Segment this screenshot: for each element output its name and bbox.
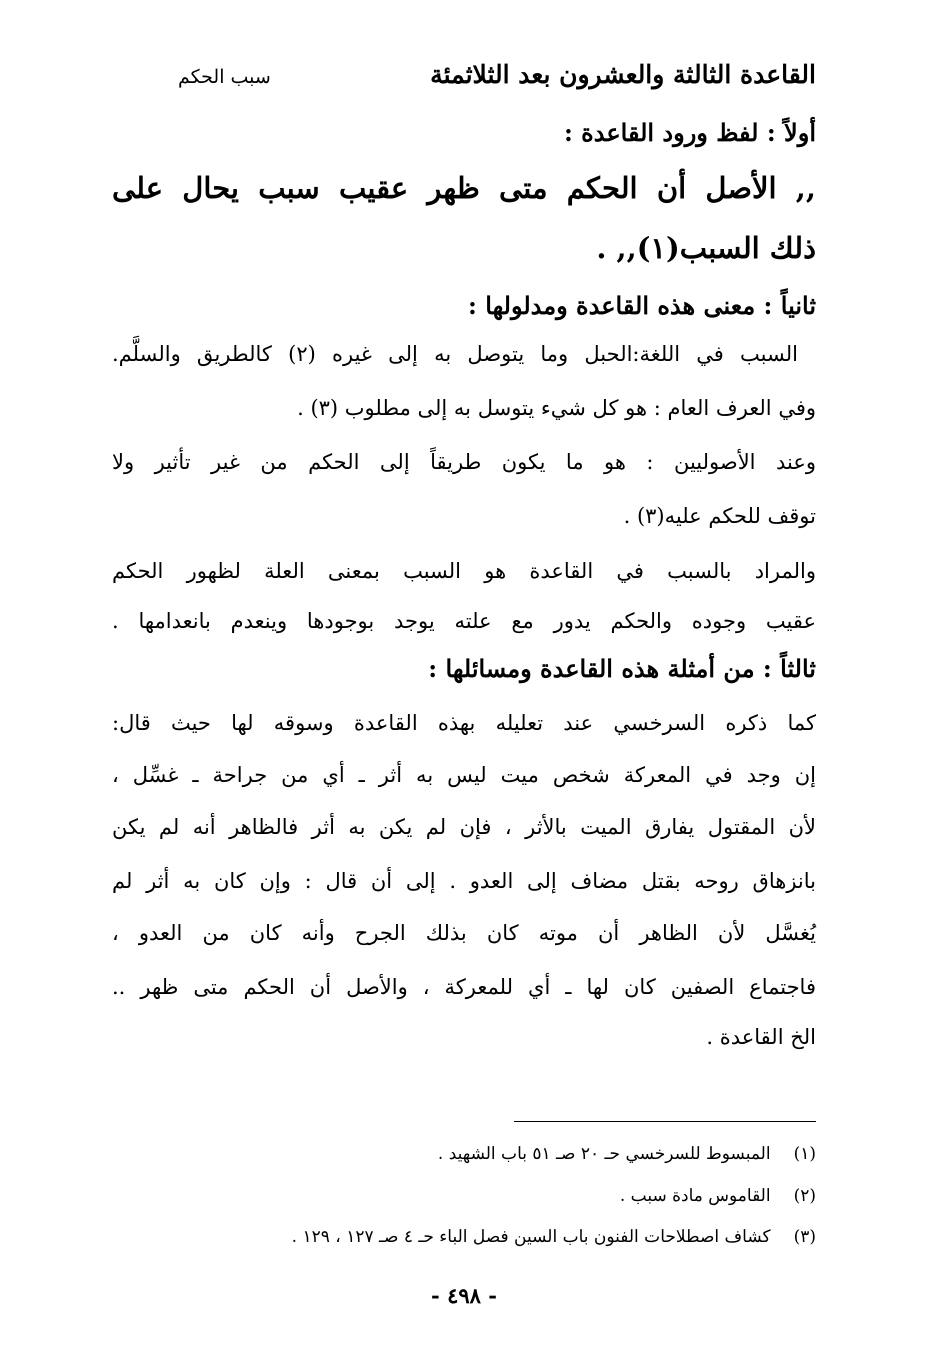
- footnote-number: (١): [793, 1144, 816, 1164]
- body-line: وعند الأصوليين : هو ما يكون طريقاً إلى الحكم من غير تأثير ولا: [112, 450, 816, 474]
- body-line: توقف للحكم عليه(٣) .: [623, 504, 816, 528]
- footnote-number: (٢): [793, 1186, 816, 1206]
- footnote-text: المبسوط للسرخسي حـ ٢٠ صـ ٥١ باب الشهيد .: [437, 1144, 771, 1164]
- footnote-number: (٣): [793, 1227, 816, 1247]
- footnote-separator: [514, 1121, 816, 1122]
- body-line: وفي العرف العام : هو كل شيء يتوسل به إلى مطلوب (٣) .: [297, 396, 816, 420]
- body-line: عقيب وجوده والحكم يدور مع علته يوجد بوجودها وينعدم بانعدامها .: [112, 609, 816, 633]
- footnote-2: [620, 1183, 816, 1209]
- rule-topic: سبب الحكم: [178, 66, 271, 88]
- footnote-text: القاموس مادة سبب .: [619, 1186, 771, 1206]
- section-heading-examples: ثالثاً : من أمثلة هذه القاعدة ومسائلها :: [428, 654, 816, 683]
- body-line: السبب في اللغة:الحبل وما يتوصل به إلى غيره (٢) كالطريق والسلَّم.: [112, 342, 798, 366]
- footnote-1: [438, 1141, 816, 1167]
- page-number: - ٤٩٨ -: [431, 1283, 497, 1308]
- body-line: إن وجد في المعركة شخص ميت ليس به أثر ـ أي من جراحة ـ غسِّل ،: [112, 763, 816, 787]
- body-line: فاجتماع الصفين كان لها ـ أي للمعركة ، والأصل أن الحكم متى ظهر ..: [112, 975, 816, 999]
- body-line: والمراد بالسبب في القاعدة هو السبب بمعنى العلة لظهور الحكم: [112, 559, 816, 583]
- section-heading-meaning: ثانياً : معنى هذه القاعدة ومدلولها :: [468, 291, 816, 320]
- rule-text-line: ,, الأصل أن الحكم متى ظهر عقيب سبب يحال على: [112, 171, 816, 205]
- body-line: الخ القاعدة .: [706, 1025, 816, 1049]
- body-line: لأن المقتول يفارق الميت بالأثر ، فإن لم يكن به أثر فالظاهر أنه لم يكن: [112, 815, 816, 839]
- footnote-text: كشاف اصطلاحات الفنون باب السين فصل الباء حـ ٤ صـ ١٢٧ ، ١٢٩ .: [291, 1227, 771, 1247]
- rule-text-line: ذلك السبب(١),, .: [596, 231, 816, 265]
- body-line: كما ذكره السرخسي عند تعليله بهذه القاعدة وسوقه لها حيث قال:: [112, 711, 816, 735]
- footnote-3: [292, 1224, 816, 1250]
- rule-title: القاعدة الثالثة والعشرون بعد الثلاثمئة: [430, 60, 816, 89]
- body-line: بانزهاق روحه بقتل مضاف إلى العدو . إلى أن قال : وإن كان به أثر لم: [112, 869, 816, 893]
- section-heading-wording: أولاً : لفظ ورود القاعدة :: [563, 118, 816, 147]
- body-line: يُغسَّل لأن الظاهر أن موته كان بذلك الجرح وأنه كان من العدو ،: [112, 921, 816, 945]
